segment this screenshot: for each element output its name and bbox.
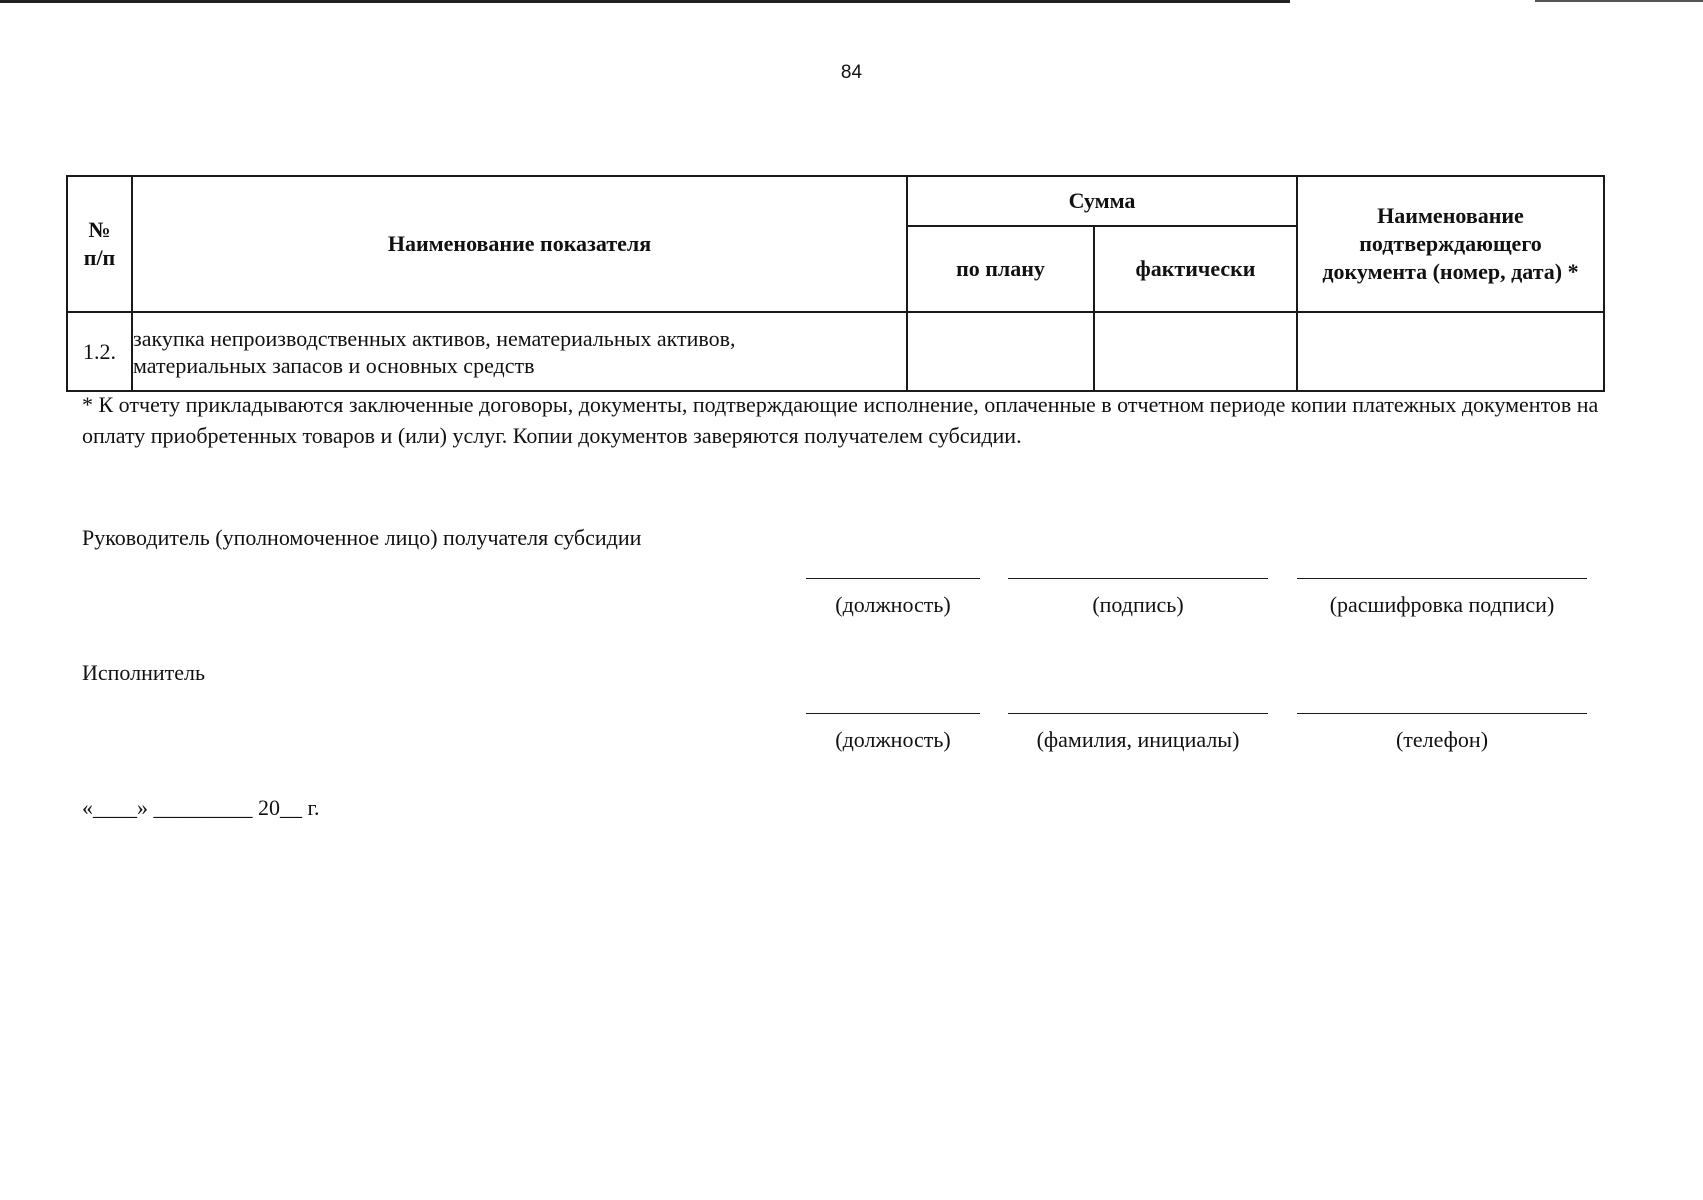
table-header-row (67, 176, 1604, 226)
row-number: 1.2. (67, 312, 132, 391)
page-number: 84 (840, 62, 863, 83)
footnote: * К отчету прикладываются заключенные договоры, документы, подтверждающие исполнение, оплаченные в отчетном периоде копии платежных документов на оплату приобретенных товаров и (или) услуг. Копии документов заверяются получателем субсидии. (82, 392, 1599, 448)
report-table (66, 175, 1605, 392)
executor-name-caption: (фамилия, инициалы) (1036, 727, 1240, 752)
header-number: № п/п (67, 176, 132, 312)
row-actual[interactable] (1094, 312, 1297, 391)
top-border-line-right (1535, 0, 1703, 2)
executor-phone-caption: (телефон) (1395, 727, 1489, 752)
head-signature-caption: (подпись) (1092, 592, 1184, 617)
executor-phone-line[interactable] (1297, 713, 1587, 714)
header-by-plan: по плану (907, 226, 1094, 312)
head-signature-label: Руководитель (уполномоченное лицо) получателя субсидии (82, 525, 642, 550)
head-signature-line[interactable] (1008, 578, 1268, 579)
executor-label: Исполнитель (82, 660, 206, 685)
row-document[interactable] (1297, 312, 1604, 391)
head-transcript-caption: (расшифровка подписи) (1329, 592, 1555, 617)
date-line: «____» _________ 20__ г. (82, 795, 320, 820)
row-by-plan[interactable] (907, 312, 1094, 391)
header-document: Наименование подтверждающего документа (номер, дата) * (1297, 176, 1604, 312)
head-position-caption: (должность) (835, 592, 951, 617)
executor-position-caption: (должность) (835, 727, 951, 752)
header-indicator-name: Наименование показателя (132, 176, 907, 312)
header-sum: Сумма (907, 176, 1297, 226)
top-border-line (0, 0, 1290, 3)
row-indicator-name: закупка непроизводственных активов, нематериальных активов, материальных запасов и основных средств (132, 312, 907, 391)
table-row (67, 312, 1604, 391)
header-actual: фактически (1094, 226, 1297, 312)
head-position-line[interactable] (806, 578, 980, 579)
executor-position-line[interactable] (806, 713, 980, 714)
executor-name-line[interactable] (1008, 713, 1268, 714)
head-signature-transcript-line[interactable] (1297, 578, 1587, 579)
